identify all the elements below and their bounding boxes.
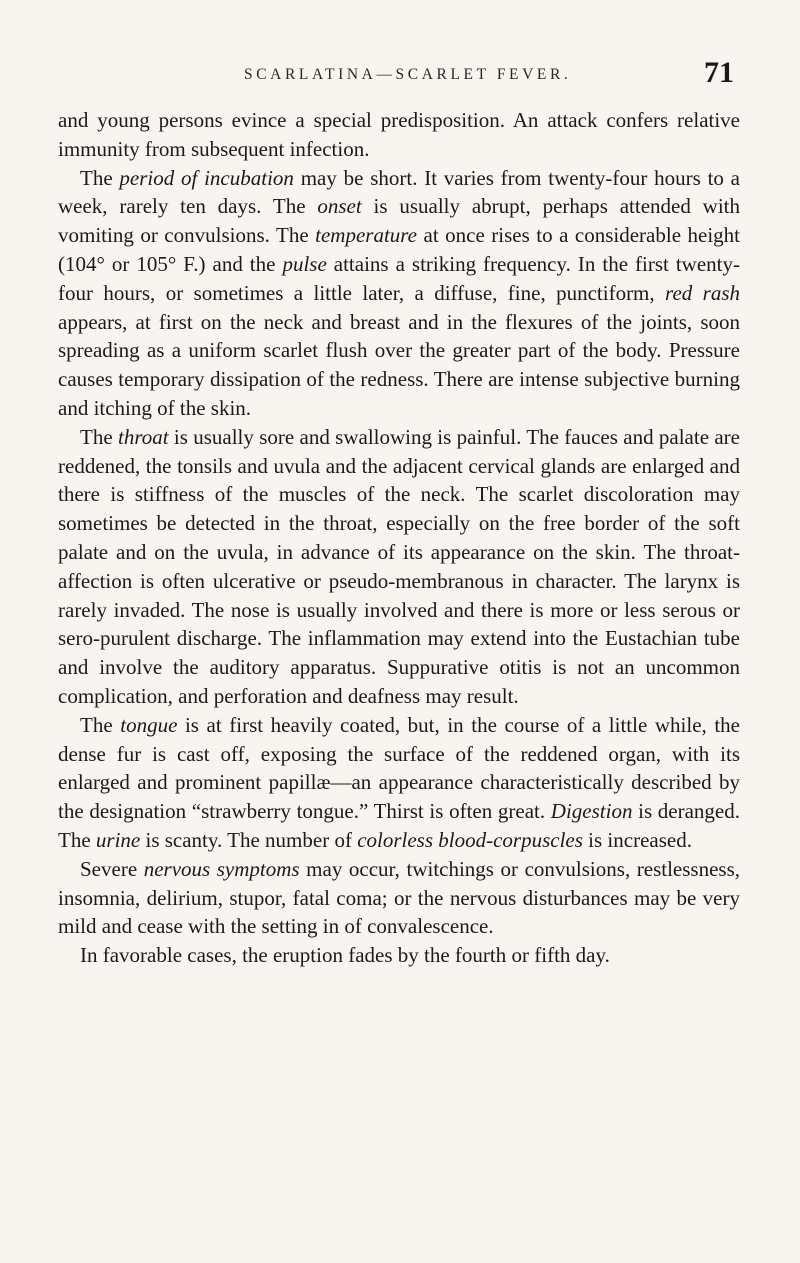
italic-term: temperature xyxy=(315,223,418,248)
text-run: Severe xyxy=(80,856,144,881)
italic-term: nervous symptoms xyxy=(143,856,300,881)
text-run: The xyxy=(80,424,118,449)
text-run: may occur, twitchings or convulsions, restlessness, insomnia, delirium, stupor, fatal coma; or the nervous disturbances may be very mild and cease with the setting in of convalescence. xyxy=(58,856,740,939)
italic-term: urine xyxy=(95,827,141,852)
paragraph xyxy=(58,106,740,164)
paragraph xyxy=(58,941,740,970)
page-header xyxy=(58,56,740,106)
text-run: In favorable cases, the eruption fades by the fourth or fifth day. xyxy=(80,943,610,968)
paragraph xyxy=(58,423,740,711)
italic-term: Digestion xyxy=(550,799,633,824)
text-run: The xyxy=(80,712,121,737)
italic-term: onset xyxy=(317,194,362,219)
paragraph xyxy=(58,711,740,855)
italic-term: red rash xyxy=(665,280,740,305)
text-run: is deranged. The xyxy=(58,799,740,852)
text-run: is usually abrupt, perhaps attended with vomiting or convulsions. The xyxy=(58,194,740,248)
text-run: appears, at first on the neck and breast and in the flexures of the joints, soon spreading as a uniform scarlet flush over the greater part of the body. Pressure causes temporary dissipation of the redness. There are intense subjective burning and itching of the skin. xyxy=(58,309,740,420)
italic-term: colorless blood-corpuscles xyxy=(357,827,583,852)
italic-term: throat xyxy=(117,424,169,449)
text-run: The xyxy=(80,165,120,190)
text-run: at once rises to a considerable height (104° or 105° F.) and the xyxy=(58,223,740,276)
text-run: attains a striking frequency. In the first twenty-four hours, or sometimes a little later, a diffuse, fine, punctiform, xyxy=(58,251,740,305)
text-run: is usually sore and swallowing is painful. The fauces and palate are reddened, the tonsils and uvula and the adjacent cervical glands are enlarged and there is stiffness of the muscles of the neck. The scarlet discoloration may sometimes be detected in the throat, especially on the free border of the soft palate and on the uvula, in advance of its appearance on the skin. The throat-affection is often ulcerative or pseudo-membranous in character. The larynx is rarely invaded. The nose is usually involved and there is more or less serous or sero-purulent discharge. The inflammation may extend into the Eustachian tube and involve the auditory apparatus. Suppurative otitis is not an uncommon complication, and perforation and deafness may result. xyxy=(58,424,740,708)
running-head: SCARLATINA—SCARLET FEVER. xyxy=(244,66,572,83)
italic-term: period of incubation xyxy=(119,165,294,190)
text-run: is at first heavily coated, but, in the course of a little while, the dense fur is cast off, exposing the surface of the reddened organ, with its enlarged and prominent papillæ—an appearance characteristically described by the designation “strawberry tongue.” Thirst is often great. xyxy=(58,712,740,824)
paragraph xyxy=(58,164,740,423)
text-run: is increased. xyxy=(582,827,692,852)
text-run: and young persons evince a special predisposition. An attack confers relative immunity from subsequent infection. xyxy=(58,108,740,161)
page-number: 71 xyxy=(704,56,734,89)
text-run: may be short. It varies from twenty-four hours to a week, rarely ten days. The xyxy=(58,165,740,219)
italic-term: pulse xyxy=(282,251,327,276)
body-text xyxy=(58,106,740,970)
paragraph xyxy=(58,855,740,941)
italic-term: tongue xyxy=(120,712,178,737)
text-run: is scanty. The number of xyxy=(140,827,358,852)
